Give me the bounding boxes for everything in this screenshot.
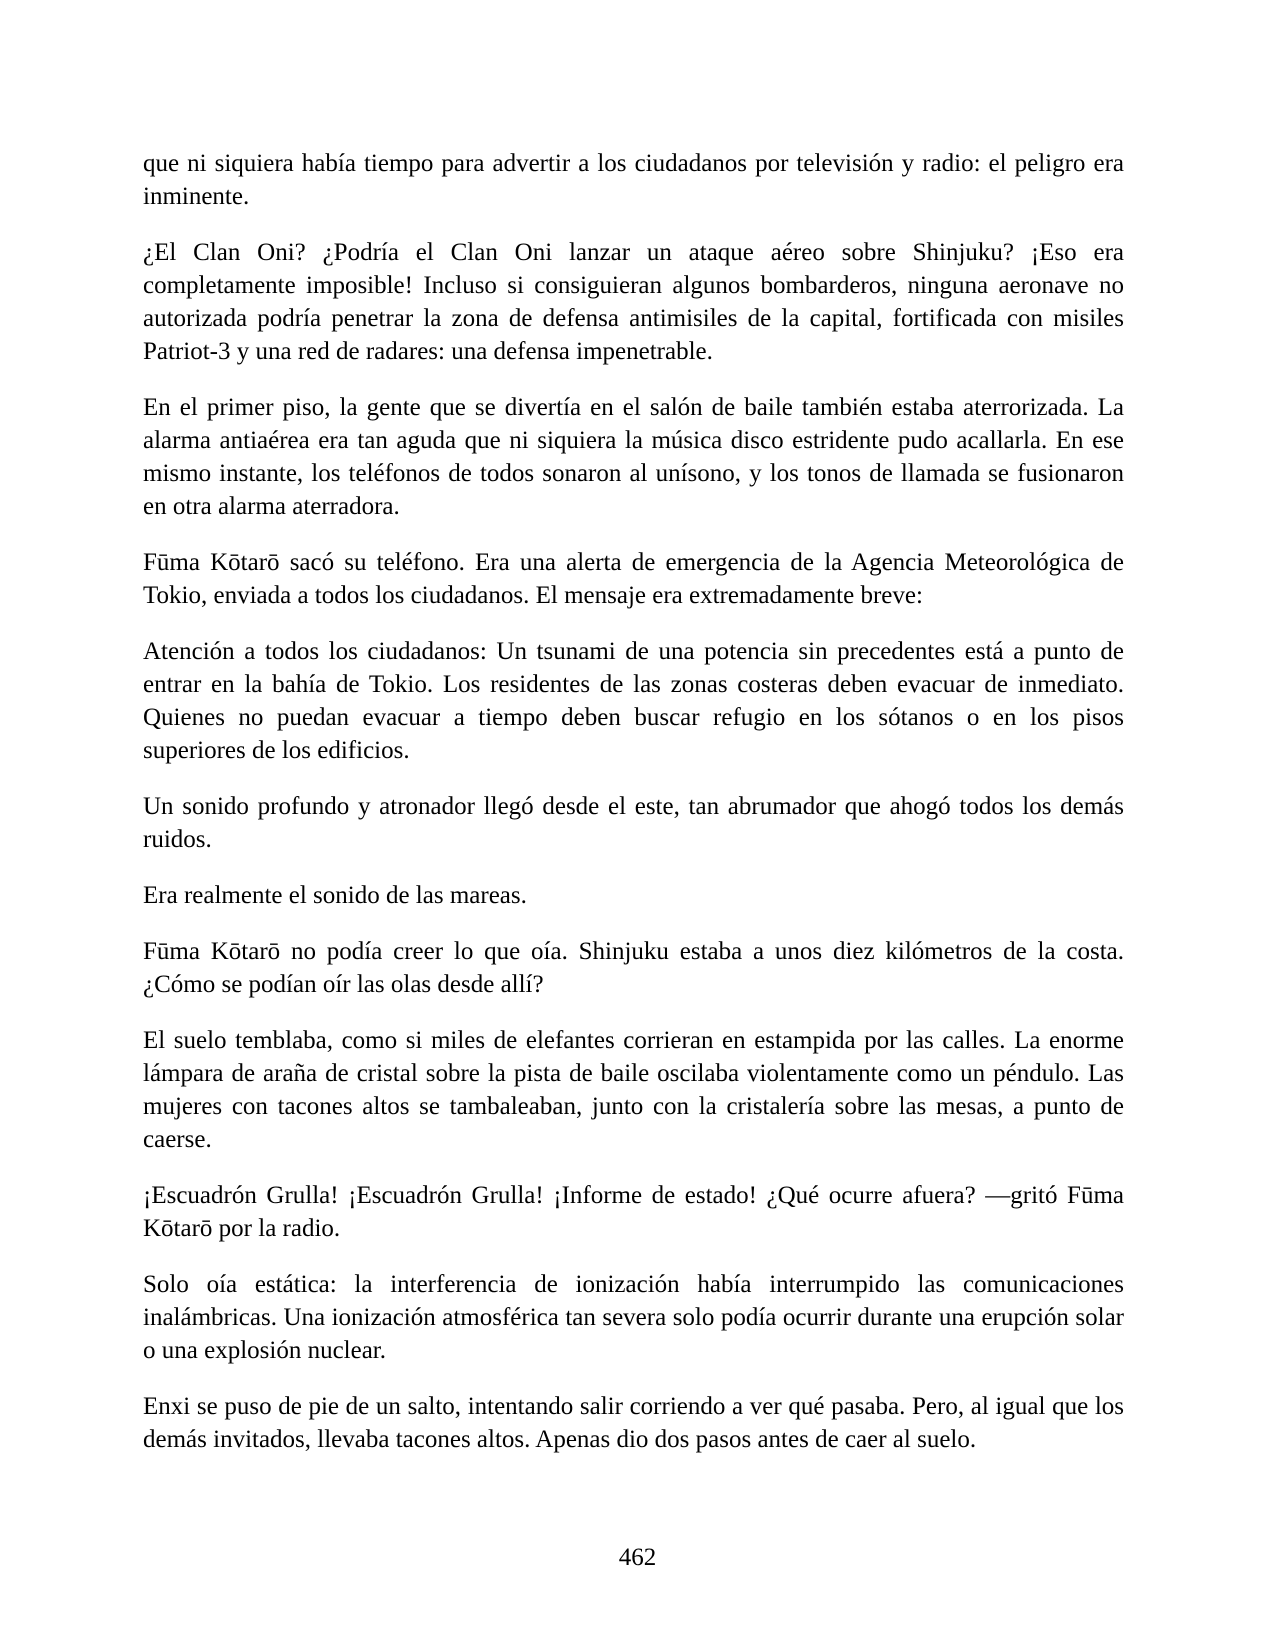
paragraph-9: El suelo temblaba, como si miles de elefantes corrieran en estampida por las calles. La enorme lámpara de araña de cristal sobre la pista de baile oscilaba violentamente como un péndulo. Las mujeres con tacones altos se tambaleaban, junto con la cristalería sobre las mesas, a punto de caerse. xyxy=(143,1027,1124,1153)
page-number: 462 xyxy=(618,1544,657,1571)
paragraph-11: Solo oía estática: la interferencia de ionización había interrumpido las comunicaciones inalámbricas. Una ionización atmosférica tan severa solo podía ocurrir durante una erupción solar o una explosión nuclear. xyxy=(143,1271,1124,1364)
paragraph-7: Era realmente el sonido de las mareas. xyxy=(143,882,527,909)
paragraph-12: Enxi se puso de pie de un salto, intentando salir corriendo a ver qué pasaba. Pero, al igual que los demás invitados, llevaba tacones altos. Apenas dio dos pasos antes de caer al suelo. xyxy=(143,1393,1124,1453)
paragraph-1: que ni siquiera había tiempo para advertir a los ciudadanos por televisión y radio: el peligro era inminente. xyxy=(143,150,1124,210)
paragraph-5: Atención a todos los ciudadanos: Un tsunami de una potencia sin precedentes está a punto de entrar en la bahía de Tokio. Los residentes de las zonas costeras deben evacuar de inmediato. Quienes no puedan evacuar a tiempo deben buscar refugio en los sótanos o en los pisos superiores de los edificios. xyxy=(143,638,1124,764)
paragraph-8: Fūma Kōtarō no podía creer lo que oía. Shinjuku estaba a unos diez kilómetros de la costa. ¿Cómo se podían oír las olas desde allí? xyxy=(143,938,1124,998)
paragraph-4: Fūma Kōtarō sacó su teléfono. Era una alerta de emergencia de la Agencia Meteorológica de Tokio, enviada a todos los ciudadanos. El mensaje era extremadamente breve: xyxy=(143,549,1124,609)
paragraph-10: ¡Escuadrón Grulla! ¡Escuadrón Grulla! ¡Informe de estado! ¿Qué ocurre afuera? —gritó Fūma Kōtarō por la radio. xyxy=(143,1182,1124,1242)
paragraph-2: ¿El Clan Oni? ¿Podría el Clan Oni lanzar un ataque aéreo sobre Shinjuku? ¡Eso era completamente imposible! Incluso si consiguieran algunos bombarderos, ninguna aeronave no autorizada podría penetrar la zona de defensa antimisiles de la capital, fortificada con misiles Patriot-3 y una red de radares: una defensa impenetrable. xyxy=(143,239,1124,365)
paragraph-3: En el primer piso, la gente que se divertía en el salón de baile también estaba aterrorizada. La alarma antiaérea era tan aguda que ni siquiera la música disco estridente pudo acallarla. En ese mismo instante, los teléfonos de todos sonaron al unísono, y los tonos de llamada se fusionaron en otra alarma aterradora. xyxy=(143,394,1124,520)
paragraph-6: Un sonido profundo y atronador llegó desde el este, tan abrumador que ahogó todos los demás ruidos. xyxy=(143,793,1124,853)
text-content xyxy=(143,147,1124,1479)
